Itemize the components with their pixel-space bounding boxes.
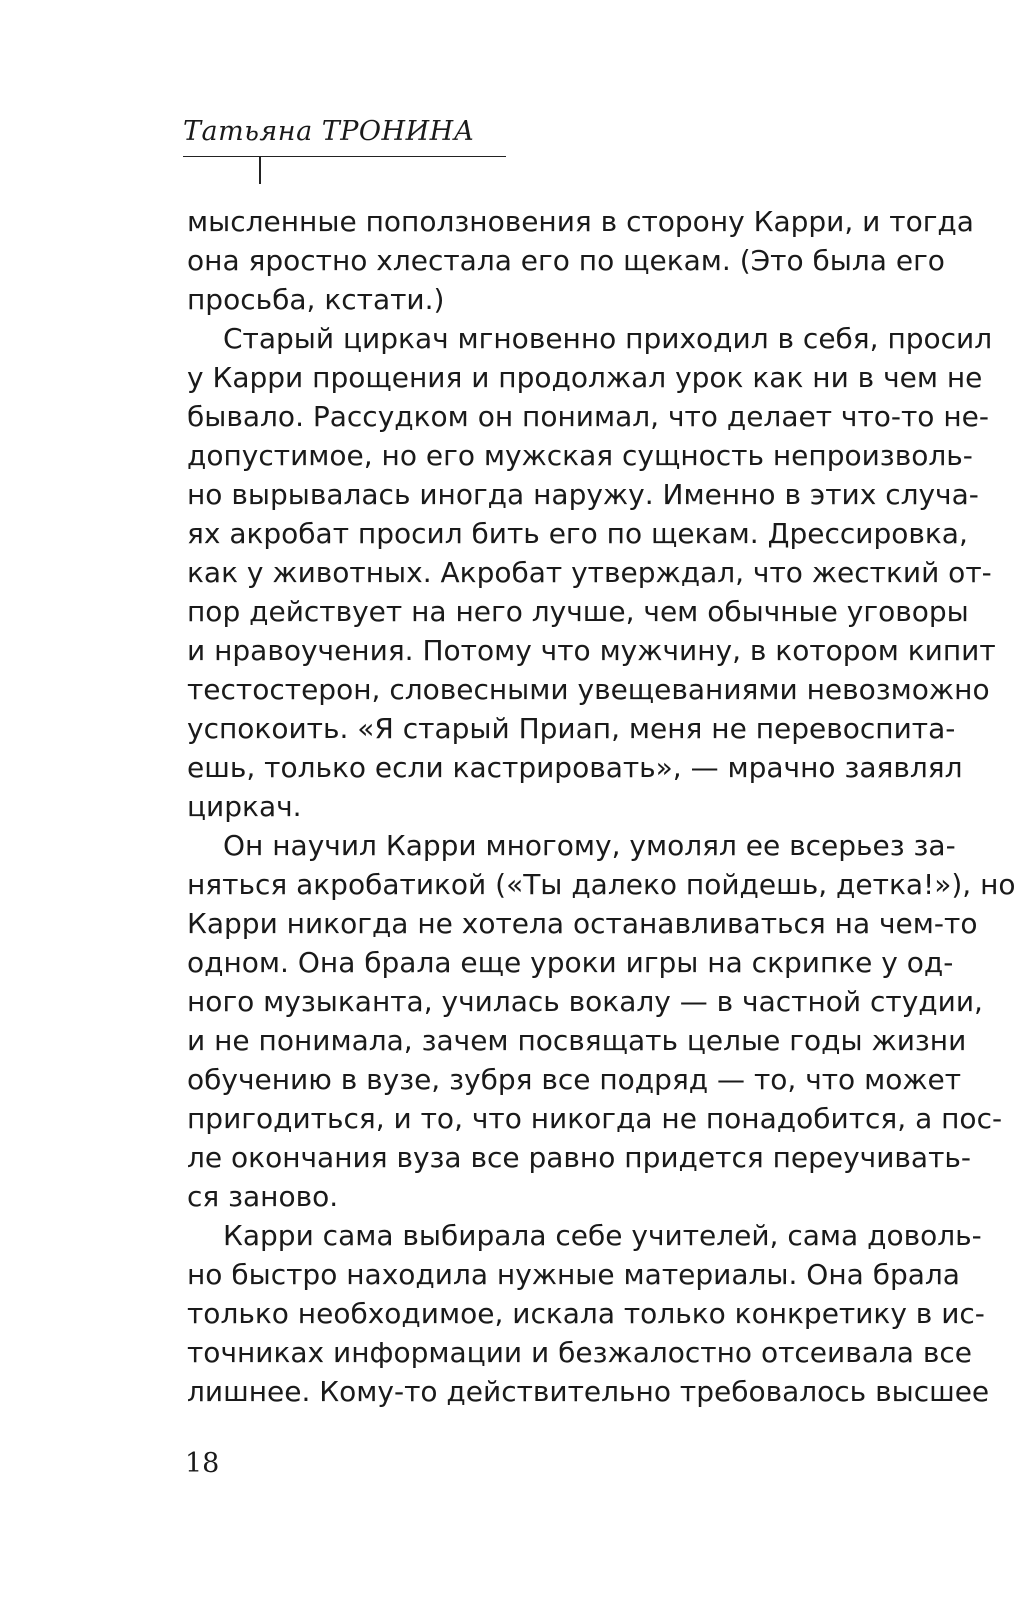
text-line: обучению в вузе, зубря все подряд — то, что может xyxy=(187,1063,962,1096)
text-line: Карри никогда не хотела останавливаться на чем-то xyxy=(187,907,978,940)
running-head: Татьяна ТРОНИНА xyxy=(183,116,475,147)
text-line: просьба, кстати.) xyxy=(187,283,445,316)
text-line: и нравоучения. Потому что мужчину, в котором кипит xyxy=(187,634,996,667)
header-rule xyxy=(183,156,506,157)
text-line: ного музыканта, училась вокалу — в частной студии, xyxy=(187,985,983,1018)
text-line: ешь, только если кастрировать», — мрачно заявлял xyxy=(187,751,963,784)
text-line: тестостерон, словесными увещеваниями невозможно xyxy=(187,673,990,706)
text-line: пор действует на него лучше, чем обычные уговоры xyxy=(187,595,969,628)
text-line: только необходимое, искала только конкретику в ис- xyxy=(187,1297,985,1330)
text-line: мысленные поползновения в сторону Карри, и тогда xyxy=(187,205,974,238)
text-line: бывало. Рассудком он понимал, что делает что-то не- xyxy=(187,400,989,433)
text-line: одном. Она брала еще уроки игры на скрипке у од- xyxy=(187,946,954,979)
text-line: она яростно хлестала его по щекам. (Это была его xyxy=(187,244,945,277)
text-line: Карри сама выбирала себе учителей, сама доволь- xyxy=(223,1219,982,1252)
text-line: но вырывалась иногда наружу. Именно в этих случа- xyxy=(187,478,979,511)
text-line: ях акробат просил бить его по щекам. Дрессировка, xyxy=(187,517,968,550)
text-line: Старый циркач мгновенно приходил в себя, просил xyxy=(223,322,993,355)
text-line: у Карри прощения и продолжал урок как ни в чем не xyxy=(187,361,983,394)
text-line: как у животных. Акробат утверждал, что жесткий от- xyxy=(187,556,992,589)
text-line: Он научил Карри многому, умолял ее всерьез за- xyxy=(223,829,956,862)
text-line: ле окончания вуза все равно придется переучивать- xyxy=(187,1141,971,1174)
text-line: лишнее. Кому-то действительно требовалось высшее xyxy=(187,1375,990,1408)
text-line: няться акробатикой («Ты далеко пойдешь, детка!»), но xyxy=(187,868,1016,901)
text-line: но быстро находила нужные материалы. Она брала xyxy=(187,1258,960,1291)
text-line: циркач. xyxy=(187,790,302,823)
text-line: ся заново. xyxy=(187,1180,339,1213)
text-line: успокоить. «Я старый Приап, меня не перевоспита- xyxy=(187,712,956,745)
body-text xyxy=(187,202,1016,1411)
text-line: пригодиться, и то, что никогда не понадобится, а пос- xyxy=(187,1102,1003,1135)
header-tick-mark xyxy=(259,156,261,184)
text-line: и не понимала, зачем посвящать целые годы жизни xyxy=(187,1024,967,1057)
text-line: точниках информации и безжалостно отсеивала все xyxy=(187,1336,972,1369)
page-number: 18 xyxy=(185,1448,220,1479)
text-line: допустимое, но его мужская сущность непроизволь- xyxy=(187,439,973,472)
